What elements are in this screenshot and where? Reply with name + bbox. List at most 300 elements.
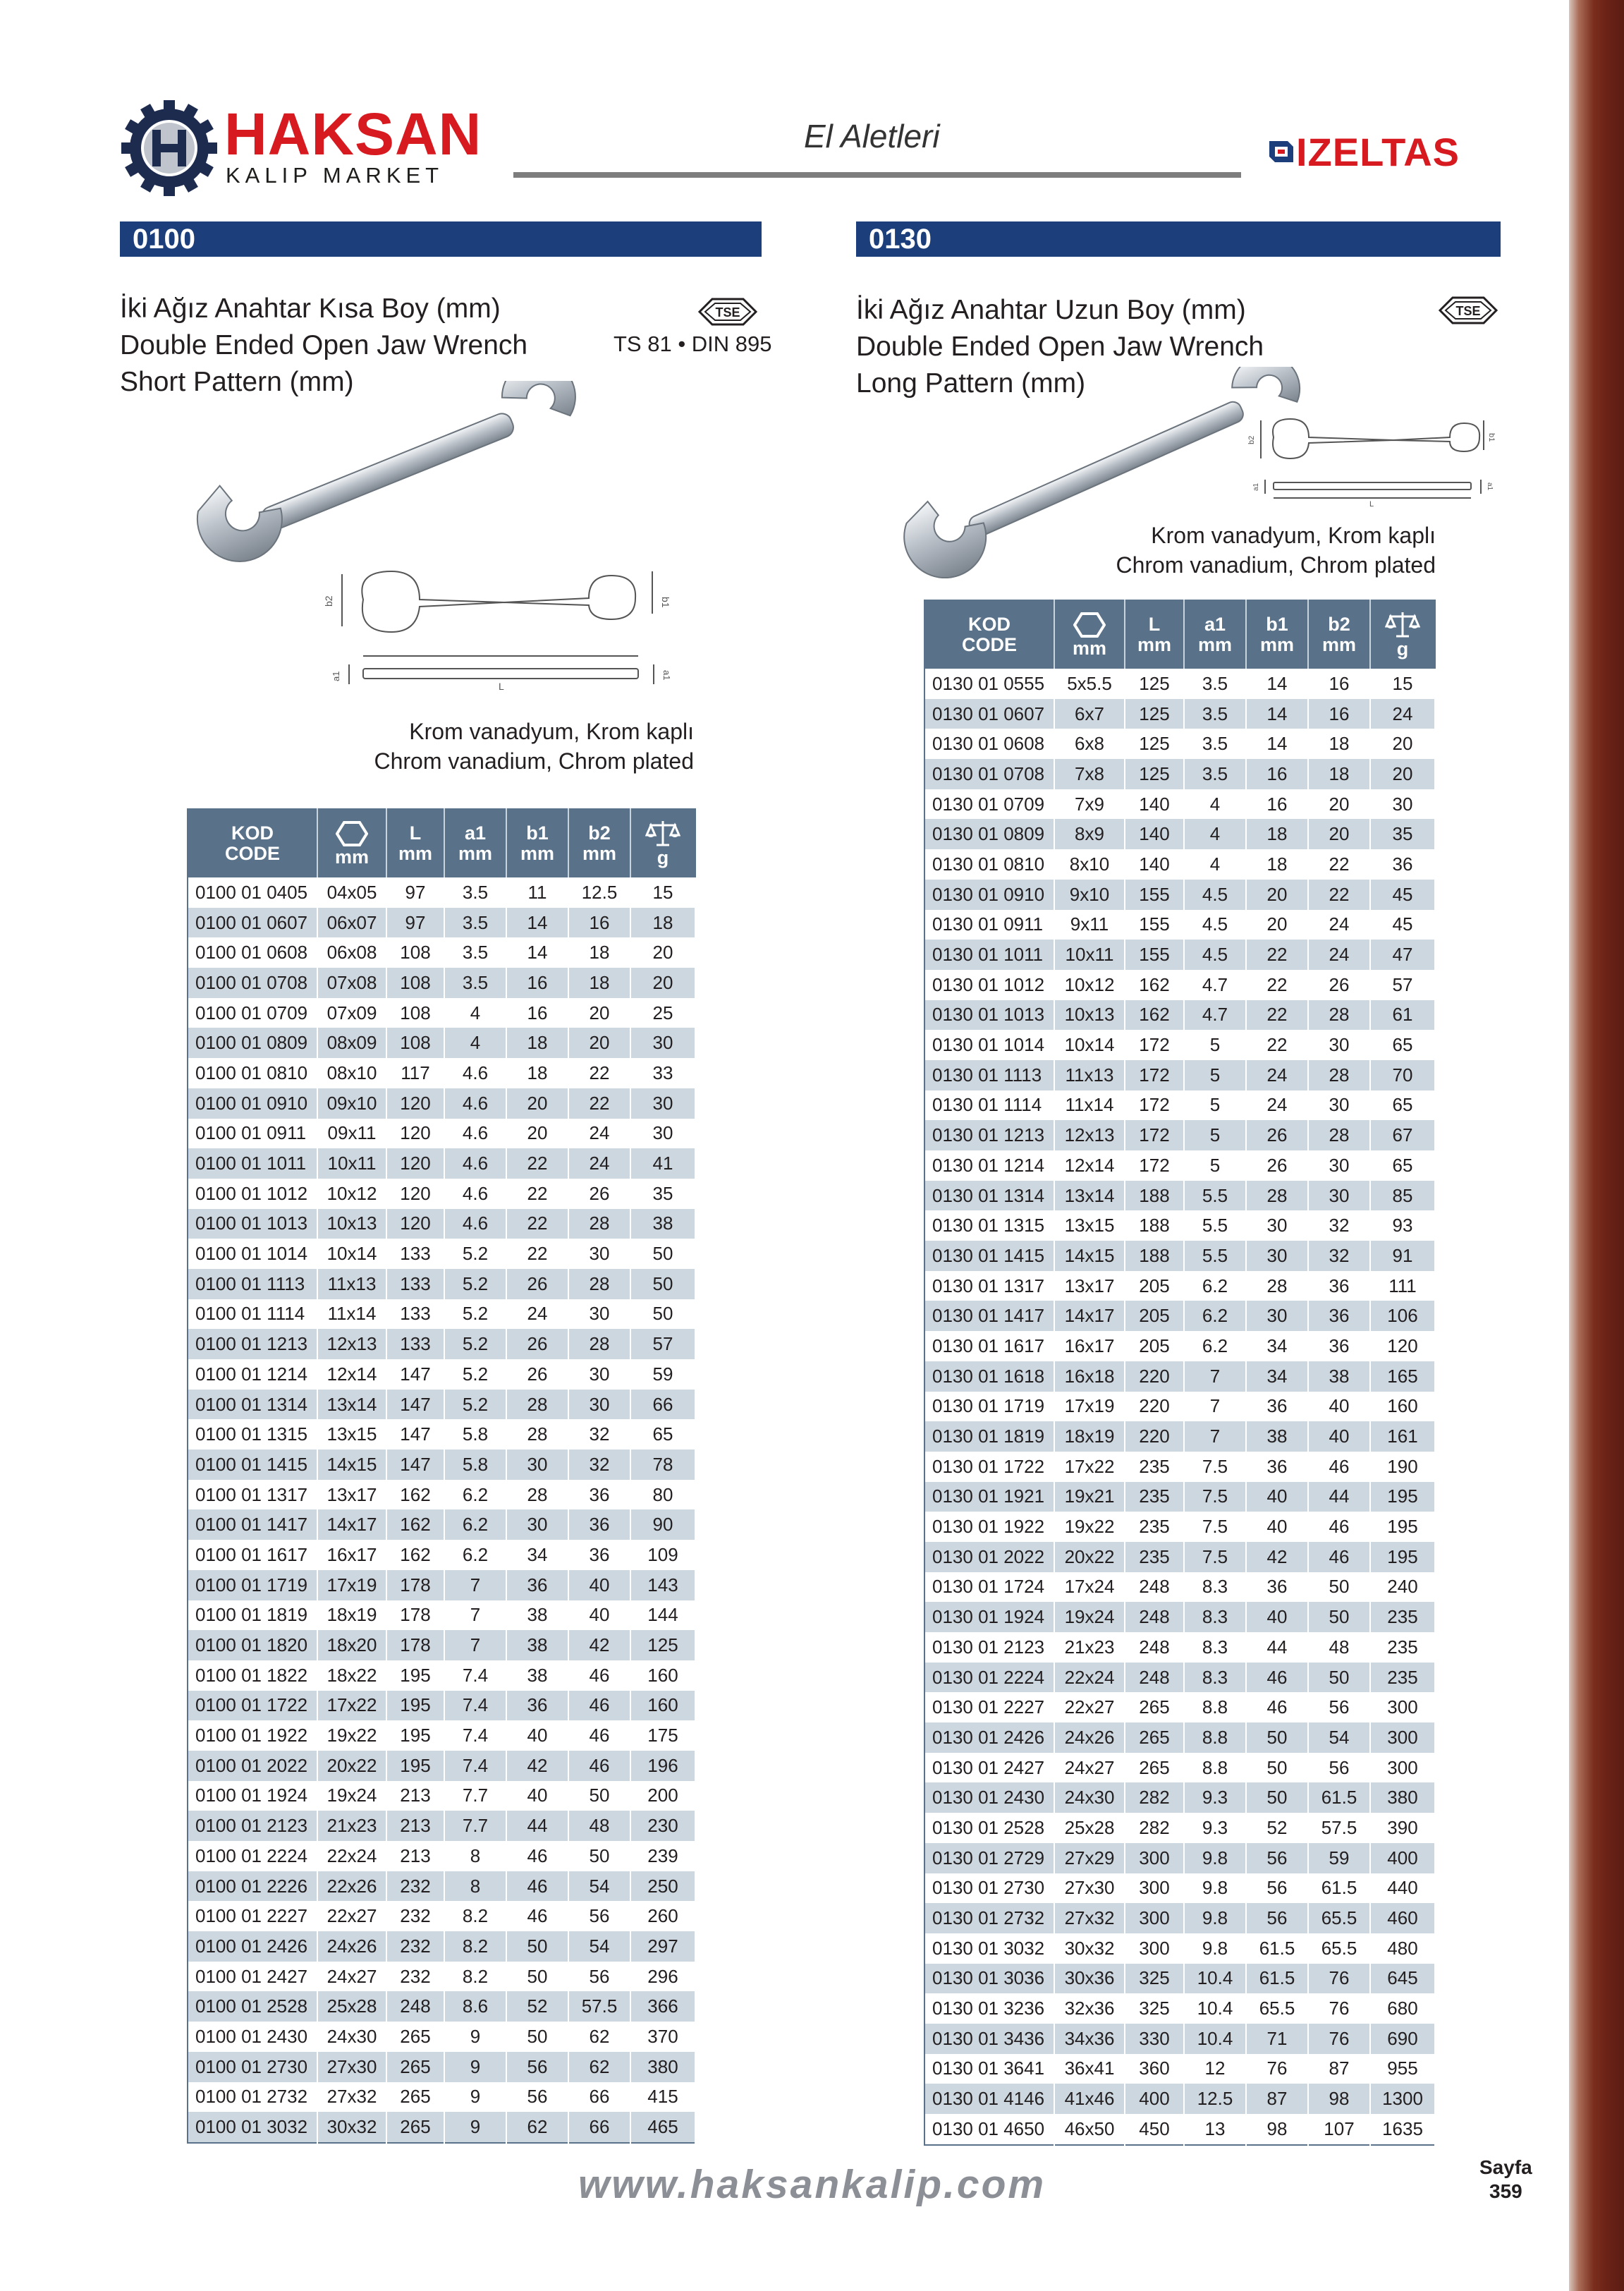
cell-weight-g: 59 [630,1359,695,1390]
cell-code: 0130 01 3641 [924,2054,1054,2084]
table-row [188,1509,695,1540]
table-row [188,1390,695,1420]
cell-length-L: 140 [1125,789,1184,820]
cell-a1: 4.6 [444,1119,506,1149]
cell-b1: 34 [1246,1331,1308,1361]
cell-a1: 4.7 [1184,970,1246,1000]
cell-b1: 20 [506,1088,568,1119]
cell-weight-g: 195 [1370,1482,1435,1512]
cell-b2: 107 [1308,2114,1370,2145]
cell-b2: 24 [1308,940,1370,970]
cell-code: 0130 01 1417 [924,1301,1054,1331]
cell-code: 0100 01 1415 [188,1450,317,1480]
cell-length-L: 400 [1125,2084,1184,2114]
spec-table-body-left [188,877,695,2143]
table-row [188,1871,695,1902]
brand-subtitle: KALIP MARKET [226,163,444,188]
cell-b2: 20 [1308,819,1370,849]
cell-b2: 50 [1308,1572,1370,1603]
cell-length-L: 108 [386,968,444,998]
spec-table-body-right [924,669,1435,2145]
cell-a1: 4 [444,1028,506,1058]
cell-weight-g: 239 [630,1841,695,1871]
cell-a1: 9.3 [1184,1782,1246,1813]
cell-length-L: 125 [1125,729,1184,759]
header-code-label: CODE [961,634,1017,655]
cell-code: 0130 01 1114 [924,1090,1054,1121]
cell-code: 0100 01 0405 [188,877,317,908]
cell-hex-size: 13x15 [317,1419,386,1450]
cell-b2: 28 [1308,1060,1370,1090]
cell-length-L: 325 [1125,1964,1184,1994]
cell-weight-g: 50 [630,1299,695,1330]
cell-hex-size: 04x05 [317,877,386,908]
material-en: Chrom vanadium, Chrom plated [1116,552,1436,578]
product-title-tr: İki Ağız Anahtar Kısa Boy (mm) [120,293,501,324]
cell-length-L: 300 [1125,1843,1184,1873]
cell-b2: 18 [568,937,630,968]
cell-hex-size: 12x13 [317,1329,386,1359]
cell-weight-g: 66 [630,1390,695,1420]
cell-code: 0100 01 2227 [188,1901,317,1931]
page-edge-decoration [1569,0,1624,2291]
cell-b1: 24 [1246,1060,1308,1090]
website-url[interactable]: www.haksankalip.com [578,2162,1046,2207]
cell-b1: 50 [1246,1722,1308,1753]
cell-code: 0100 01 0709 [188,998,317,1028]
svg-text:TSE: TSE [715,305,740,320]
cell-length-L: 120 [386,1088,444,1119]
gear-logo-icon [120,99,219,198]
cell-hex-size: 24x30 [317,2022,386,2052]
table-row [188,1751,695,1781]
cell-length-L: 120 [386,1148,444,1179]
cell-length-L: 232 [386,1931,444,1962]
header-b2 [568,809,630,877]
cell-b1: 11 [506,877,568,908]
cell-weight-g: 680 [1370,1993,1435,2024]
cell-length-L: 235 [1125,1452,1184,1482]
cell-hex-size: 13x15 [1054,1210,1125,1241]
table-row [188,1691,695,1721]
table-row [188,1119,695,1149]
table-row [924,1903,1435,1933]
cell-a1: 7.4 [444,1691,506,1721]
cell-code: 0130 01 2123 [924,1632,1054,1663]
cell-length-L: 133 [386,1269,444,1299]
table-row [924,1692,1435,1722]
cell-hex-size: 22x27 [1054,1692,1125,1722]
cell-b1: 52 [1246,1813,1308,1843]
cell-b1: 20 [506,1119,568,1149]
cell-b2: 46 [568,1751,630,1781]
table-row [924,1572,1435,1603]
cell-b1: 36 [1246,1392,1308,1422]
cell-length-L: 120 [386,1179,444,1209]
cell-hex-size: 18x20 [317,1630,386,1660]
cell-b1: 38 [1246,1421,1308,1452]
cell-a1: 8.8 [1184,1692,1246,1722]
cell-code: 0100 01 1617 [188,1540,317,1570]
product-title-en-line2: Long Pattern (mm) [856,368,1086,399]
table-row [188,1179,695,1209]
cell-weight-g: 20 [630,968,695,998]
scale-icon [645,820,680,848]
cell-b1: 38 [506,1630,568,1660]
cell-weight-g: 30 [630,1028,695,1058]
cell-code: 0100 01 0708 [188,968,317,998]
cell-weight-g: 70 [1370,1060,1435,1090]
cell-b1: 16 [1246,759,1308,789]
cell-a1: 8.8 [1184,1753,1246,1783]
cell-a1: 3.5 [1184,759,1246,789]
wrench-technical-drawing-right [1245,409,1499,508]
cell-b1: 50 [1246,1782,1308,1813]
cell-b2: 22 [568,1058,630,1088]
cell-a1: 5.2 [444,1329,506,1359]
cell-b2: 50 [1308,1602,1370,1632]
cell-code: 0100 01 0608 [188,937,317,968]
table-row [924,849,1435,880]
cell-hex-size: 13x14 [1054,1181,1125,1211]
cell-code: 0130 01 1014 [924,1030,1054,1060]
cell-a1: 7 [1184,1392,1246,1422]
cell-length-L: 195 [386,1751,444,1781]
cell-length-L: 172 [1125,1120,1184,1150]
cell-hex-size: 10x11 [317,1148,386,1179]
cell-b1: 22 [1246,1000,1308,1031]
cell-weight-g: 45 [1370,880,1435,910]
cell-length-L: 300 [1125,1933,1184,1964]
cell-b1: 20 [1246,880,1308,910]
header-code-label: CODE [224,843,280,864]
table-row [924,940,1435,970]
cell-hex-size: 07x08 [317,968,386,998]
cell-a1: 8.2 [444,1931,506,1962]
cell-b2: 61.5 [1308,1782,1370,1813]
cell-b1: 76 [1246,2054,1308,2084]
cell-b1: 98 [1246,2114,1308,2145]
cell-weight-g: 45 [1370,910,1435,940]
cell-length-L: 265 [1125,1692,1184,1722]
table-row [188,1630,695,1660]
cell-a1: 5.2 [444,1390,506,1420]
cell-weight-g: 415 [630,2082,695,2113]
cell-b1: 26 [506,1359,568,1390]
cell-weight-g: 230 [630,1811,695,1841]
cell-length-L: 282 [1125,1782,1184,1813]
cell-hex-size: 17x24 [1054,1572,1125,1603]
cell-b2: 22 [1308,849,1370,880]
cell-b2: 56 [1308,1692,1370,1722]
cell-b2: 18 [568,968,630,998]
table-row [924,1392,1435,1422]
table-row [924,1993,1435,2024]
cell-a1: 7 [444,1600,506,1631]
cell-b1: 30 [1246,1301,1308,1331]
cell-hex-size: 19x24 [1054,1602,1125,1632]
cell-code: 0130 01 1921 [924,1482,1054,1512]
cell-hex-size: 24x27 [1054,1753,1125,1783]
cell-code: 0130 01 1618 [924,1361,1054,1392]
cell-length-L: 172 [1125,1060,1184,1090]
cell-a1: 4.6 [444,1179,506,1209]
cell-b1: 46 [1246,1663,1308,1693]
cell-a1: 4.6 [444,1209,506,1239]
cell-b2: 26 [568,1179,630,1209]
cell-a1: 7.7 [444,1811,506,1841]
cell-b1: 30 [506,1509,568,1540]
cell-a1: 7 [1184,1421,1246,1452]
cell-b2: 46 [568,1660,630,1691]
cell-code: 0100 01 1011 [188,1148,317,1179]
material-en: Chrom vanadium, Chrom plated [374,748,694,774]
cell-b1: 40 [506,1720,568,1751]
cell-a1: 4 [444,998,506,1028]
cell-b2: 20 [568,998,630,1028]
cell-hex-size: 9x10 [1054,880,1125,910]
cell-hex-size: 12x14 [317,1359,386,1390]
cell-b1: 38 [506,1660,568,1691]
cell-code: 0130 01 2022 [924,1542,1054,1572]
cell-code: 0130 01 3436 [924,2024,1054,2054]
standard-reference: TS 81 • DIN 895 [613,332,772,356]
cell-length-L: 162 [386,1540,444,1570]
cell-length-L: 213 [386,1841,444,1871]
table-row [188,1058,695,1088]
header-hex [317,809,386,877]
cell-code: 0100 01 2427 [188,1962,317,1992]
cell-b2: 24 [568,1119,630,1149]
haksan-logo [120,99,515,198]
cell-b1: 50 [506,1962,568,1992]
spec-table-right [924,600,1436,2146]
cell-a1: 9.8 [1184,1933,1246,1964]
cell-a1: 5.5 [1184,1210,1246,1241]
cell-b1: 18 [1246,819,1308,849]
cell-b2: 18 [1308,759,1370,789]
cell-b2: 38 [1308,1361,1370,1392]
drawing-label-b1: b1 [660,597,671,608]
cell-code: 0100 01 2426 [188,1931,317,1962]
cell-code: 0100 01 2528 [188,1991,317,2022]
cell-b1: 36 [506,1691,568,1721]
cell-weight-g: 161 [1370,1421,1435,1452]
cell-b2: 76 [1308,1993,1370,2024]
cell-b2: 20 [1308,789,1370,820]
cell-code: 0100 01 1317 [188,1480,317,1510]
cell-b2: 30 [568,1390,630,1420]
table-row [924,970,1435,1000]
cell-b1: 22 [506,1239,568,1269]
cell-b1: 61.5 [1246,1964,1308,1994]
cell-hex-size: 19x22 [317,1720,386,1751]
header-b1 [1246,600,1308,669]
cell-b1: 87 [1246,2084,1308,2114]
table-row [924,1120,1435,1150]
cell-a1: 7 [444,1570,506,1600]
table-row [188,1841,695,1871]
header-b2-unit: mm [582,843,616,864]
table-row [188,1901,695,1931]
table-row [188,2052,695,2082]
cell-weight-g: 91 [1370,1241,1435,1271]
table-row [924,1722,1435,1753]
wrench-technical-drawing-left [321,550,688,705]
cell-code: 0130 01 1415 [924,1241,1054,1271]
cell-length-L: 205 [1125,1331,1184,1361]
table-row [924,1873,1435,1904]
cell-b2: 54 [568,1931,630,1962]
cell-weight-g: 65 [1370,1150,1435,1181]
cell-hex-size: 09x10 [317,1088,386,1119]
cell-b1: 46 [1246,1692,1308,1722]
cell-weight-g: 190 [1370,1452,1435,1482]
cell-weight-g: 144 [630,1600,695,1631]
cell-a1: 5 [1184,1150,1246,1181]
cell-b2: 46 [1308,1512,1370,1542]
cell-hex-size: 14x15 [1054,1241,1125,1271]
table-row [924,1964,1435,1994]
cell-b2: 30 [1308,1181,1370,1211]
cell-weight-g: 65 [630,1419,695,1450]
cell-a1: 7.4 [444,1751,506,1781]
table-row [188,1962,695,1992]
cell-b2: 24 [568,1148,630,1179]
table-row [188,1359,695,1390]
cell-code: 0130 01 2224 [924,1663,1054,1693]
cell-b1: 40 [1246,1512,1308,1542]
cell-b1: 56 [1246,1873,1308,1904]
cell-weight-g: 235 [1370,1602,1435,1632]
cell-b2: 98 [1308,2084,1370,2114]
cell-code: 0130 01 1113 [924,1060,1054,1090]
cell-b1: 26 [1246,1120,1308,1150]
cell-b2: 40 [1308,1392,1370,1422]
table-row [924,729,1435,759]
cell-code: 0100 01 1113 [188,1269,317,1299]
cell-hex-size: 24x26 [317,1931,386,1962]
izeltas-logo [1266,131,1492,174]
cell-length-L: 147 [386,1390,444,1420]
cell-length-L: 232 [386,1901,444,1931]
header-b1-label: b1 [526,822,549,844]
cell-hex-size: 16x17 [317,1540,386,1570]
header-b1 [506,809,568,877]
cell-length-L: 162 [386,1480,444,1510]
cell-b1: 28 [1246,1271,1308,1301]
cell-b1: 22 [1246,940,1308,970]
hexagon-icon [1073,612,1106,638]
header-L [1125,600,1184,669]
cell-a1: 9 [444,2112,506,2143]
cell-weight-g: 33 [630,1058,695,1088]
cell-b2: 56 [1308,1753,1370,1783]
cell-b1: 18 [506,1058,568,1088]
cell-b1: 36 [1246,1572,1308,1603]
cell-weight-g: 260 [630,1901,695,1931]
cell-code: 0100 01 2732 [188,2082,317,2113]
cell-length-L: 265 [386,2082,444,2113]
cell-weight-g: 90 [630,1509,695,1540]
table-row [188,1329,695,1359]
cell-length-L: 195 [386,1691,444,1721]
cell-b1: 16 [506,998,568,1028]
cell-length-L: 220 [1125,1392,1184,1422]
cell-b2: 40 [568,1600,630,1631]
cell-b1: 42 [1246,1542,1308,1572]
table-row [924,1482,1435,1512]
cell-length-L: 172 [1125,1150,1184,1181]
drawing-label-a1-right: a1 [661,670,672,681]
cell-b1: 28 [1246,1181,1308,1211]
cell-weight-g: 240 [1370,1572,1435,1603]
cell-b1: 65.5 [1246,1993,1308,2024]
table-row [188,1148,695,1179]
cell-hex-size: 27x29 [1054,1843,1125,1873]
cell-code: 0130 01 1924 [924,1602,1054,1632]
cell-code: 0130 01 2730 [924,1873,1054,1904]
table-header-row [924,600,1435,669]
cell-length-L: 108 [386,1028,444,1058]
cell-hex-size: 18x22 [317,1660,386,1691]
cell-b1: 56 [506,2082,568,2113]
cell-hex-size: 25x28 [317,1991,386,2022]
cell-weight-g: 109 [630,1540,695,1570]
cell-a1: 3.5 [444,937,506,968]
table-row [188,1540,695,1570]
header-L [386,809,444,877]
cell-b2: 66 [568,2082,630,2113]
page-number-value: 359 [1489,2180,1522,2202]
cell-hex-size: 46x50 [1054,2114,1125,2145]
cell-code: 0130 01 2528 [924,1813,1054,1843]
drawing-label-b1: b1 [1487,433,1496,442]
cell-b2: 30 [1308,1030,1370,1060]
header-divider [513,172,1241,178]
cell-weight-g: 480 [1370,1933,1435,1964]
cell-weight-g: 111 [1370,1271,1435,1301]
header-a1 [1184,600,1246,669]
table-row [924,699,1435,729]
cell-length-L: 147 [386,1359,444,1390]
page-label: Sayfa [1479,2156,1532,2178]
table-row [188,1088,695,1119]
cell-length-L: 188 [1125,1241,1184,1271]
cell-length-L: 178 [386,1600,444,1631]
cell-length-L: 220 [1125,1361,1184,1392]
cell-a1: 5 [1184,1030,1246,1060]
cell-a1: 8.2 [444,1962,506,1992]
cell-b2: 65.5 [1308,1903,1370,1933]
cell-weight-g: 93 [1370,1210,1435,1241]
cell-hex-size: 21x23 [1054,1632,1125,1663]
cell-b2: 50 [568,1781,630,1811]
cell-b2: 59 [1308,1843,1370,1873]
cell-length-L: 265 [1125,1753,1184,1783]
cell-b2: 32 [1308,1210,1370,1241]
cell-b1: 20 [1246,910,1308,940]
cell-b1: 14 [506,908,568,938]
cell-b2: 36 [1308,1331,1370,1361]
cell-weight-g: 390 [1370,1813,1435,1843]
cell-b2: 48 [1308,1632,1370,1663]
cell-a1: 8.3 [1184,1572,1246,1603]
cell-a1: 8 [444,1841,506,1871]
cell-hex-size: 14x17 [1054,1301,1125,1331]
cell-a1: 7.7 [444,1781,506,1811]
cell-b1: 14 [1246,669,1308,699]
